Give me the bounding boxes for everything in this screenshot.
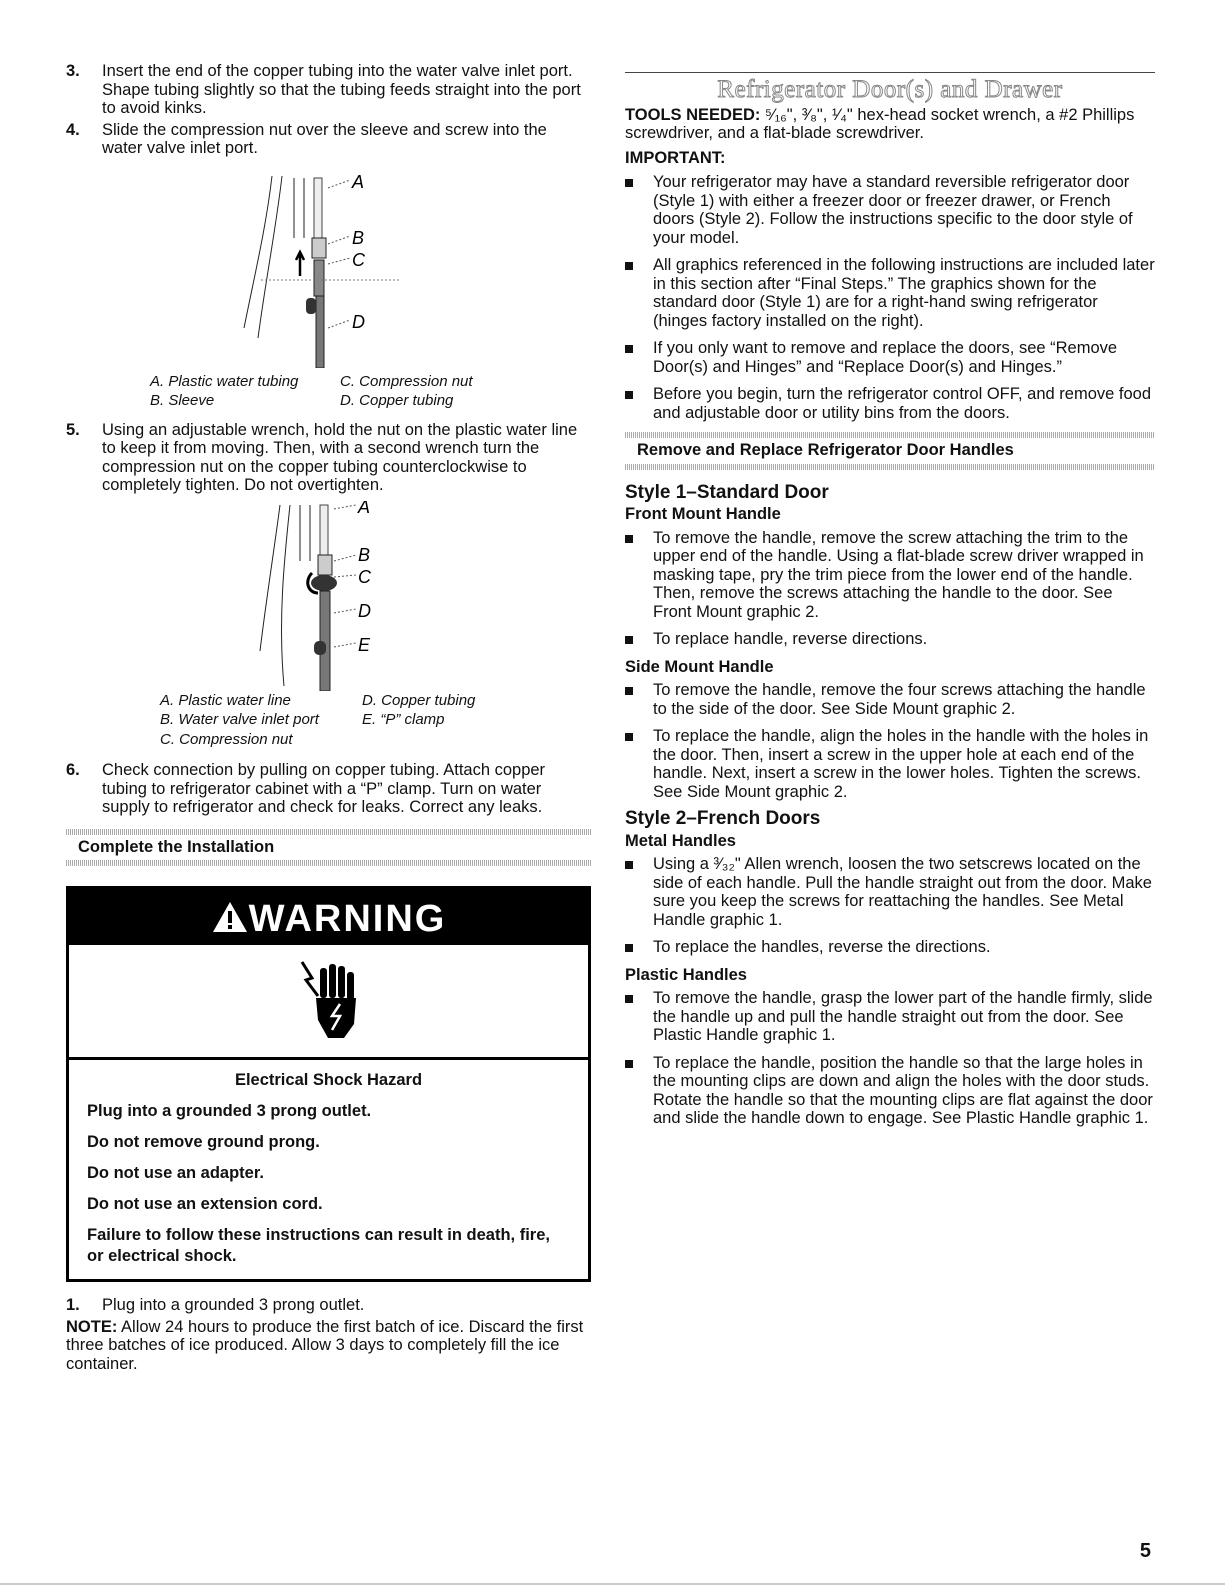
warning-icon-area [69,945,588,1060]
left-column [66,62,591,1373]
list-item [625,385,1155,422]
legend-item: D. Copper tubing [362,691,476,709]
list-item-text: To remove the handle, grasp the lower part of the handle firmly, slide the handle up and pull the handle straight out from the door. See Plastic Handle graphic 1. [653,989,1153,1044]
metal-handles-list [625,855,1155,957]
style-2-heading: Style 2–French Doors [625,808,821,829]
list-item-text: Using a ³⁄₃₂" Allen wrench, loosen the two setscrews located on the side of each handle. Pull the handle straight out from the door. Make sure you keep the screws for reattaching the handles. See Metal Handle graphic 1. [653,855,1152,929]
plastic-handles-list [625,989,1155,1128]
figure-1-legend [150,372,591,411]
warning-line: Do not use an adapter. [87,1164,264,1182]
bullet-icon [625,630,653,649]
callout-c: C [358,566,371,587]
list-item-text: To replace the handles, reverse the directions. [653,938,991,956]
list-item [625,339,1155,376]
list-item [625,173,1155,247]
warning-line: Do not remove ground prong. [87,1133,320,1151]
page-number: 5 [1139,1540,1151,1562]
tubing-illustration-1 [66,168,591,368]
step-6 [66,761,591,817]
warning-text [69,1060,588,1279]
list-item [625,1054,1155,1128]
bullet-icon [625,173,653,247]
warning-triangle-icon [211,900,249,934]
bullet-icon [625,681,653,718]
tools-needed [625,106,1155,143]
list-item [625,989,1155,1045]
figure-2-legend [160,691,591,750]
list-item-text: If you only want to remove and replace the doors, see “Remove Door(s) and Hinges” and “Replace Door(s) and Hinges.” [653,339,1118,376]
bullet-icon [625,529,653,622]
list-item-text: All graphics referenced in the following instructions are included later in this section after “Final Steps.” The graphics shown for the standard door (Style 1) are for a right-hand swing refrigerator (hinges factory installed on the right). [653,256,1155,330]
plastic-handles-heading: Plastic Handles [625,965,747,984]
bullet-icon [625,1054,653,1128]
step-text: Slide the compression nut over the sleeve and screw into the water valve inlet port. [102,120,547,157]
callout-b: B [352,227,365,248]
divider [66,860,591,866]
list-item [625,938,1155,957]
callout-b: B [358,544,371,565]
right-column [625,62,1155,1137]
side-mount-heading: Side Mount Handle [625,657,774,676]
step-number: 5. [66,420,80,439]
important-list [625,173,1155,422]
list-item [625,681,1155,718]
warning-box [66,886,591,1282]
bullet-icon [625,256,653,330]
list-item [625,727,1155,801]
list-item-text: Your refrigerator may have a standard reversible refrigerator door (Style 1) with either a freezer door or freezer drawer, or French doors (Style 2). Follow the instructions specific to the door style of your model. [653,173,1133,247]
hazard-name: Electrical Shock Hazard [234,1071,423,1089]
legend-item: D. Copper tubing [340,392,454,409]
tubing-illustration-2 [66,501,591,691]
section-subheading: Remove and Replace Refrigerator Door Handles [637,441,1014,459]
style-1-heading: Style 1–Standard Door [625,481,829,503]
step-4 [66,121,591,158]
legend-item: C. Compression nut [340,372,473,390]
step-text: Insert the end of the copper tubing into the water valve inlet port. Shape tubing slightly so that the tubing feeds straight into the port to avoid kinks. [102,62,581,117]
bullet-icon [625,989,653,1045]
callout-a: A [352,171,365,192]
bullet-icon [625,727,653,801]
top-rule [625,72,1155,73]
note-label: NOTE: [66,1317,118,1336]
tubing-figure-1 [66,168,591,368]
list-item [625,630,1155,649]
warning-banner [69,889,588,945]
list-item-text: To remove the handle, remove the four screws attaching the handle to the side of the door. See Side Mount graphic 2. [653,681,1146,718]
side-mount-list [625,681,1155,801]
legend-item: C. Compression nut [160,730,293,748]
callout-c: C [352,249,365,270]
front-mount-list [625,529,1155,649]
section-title: Refrigerator Door(s) and Drawer [717,76,1063,103]
callout-a: A [358,500,371,517]
list-item-text: To replace the handle, position the handle so that the large holes in the mounting clips are down and align the holes with the door studs. Rotate the handle so that the mounting clips are flat against the door and slide the handle down to engage. See Plastic Handle graphic 1. [653,1053,1153,1127]
door-handles-header [625,432,1155,470]
bullet-icon [625,938,653,957]
callout-d: D [358,600,371,621]
callout-d: D [352,311,365,332]
bullet-icon [625,855,653,929]
step-number: 6. [66,761,80,779]
legend-item: B. Water valve inlet port [160,711,319,728]
note-text: Allow 24 hours to produce the first batch of ice. Discard the first three batches of ice produced. Allow 3 days to completely fill the ice container. [66,1317,584,1373]
step-number: 1. [66,1296,80,1314]
list-item-text: To replace handle, reverse directions. [653,630,928,648]
divider [625,464,1155,470]
list-item [625,855,1155,929]
legend-item: A. Plastic water tubing [150,372,299,390]
step-1 [66,1296,591,1315]
step-5 [66,421,591,495]
note [66,1318,591,1374]
warning-title: WARNING [248,898,447,940]
list-item-text: To remove the handle, remove the screw attaching the trim to the upper end of the handle. Using a flat-blade screw driver wrapped in masking tape, pry the trim piece from the lower end of the handle. Then, remove the screws attaching the handle to the door. See Front Mount graphic 2. [653,528,1144,621]
front-mount-heading: Front Mount Handle [625,505,781,523]
legend-item: E. “P” clamp [362,711,445,728]
warning-line: Plug into a grounded 3 prong outlet. [87,1102,372,1120]
step-text: Using an adjustable wrench, hold the nut on the plastic water line to keep it from moving. Then, with a second wrench turn the compression nut on the copper tubing counterclockwise to completely tighten. Do not overtighten. [102,420,578,494]
list-item [625,256,1155,330]
step-text: Check connection by pulling on copper tubing. Attach copper tubing to refrigerator cabinet with a “P” clamp. Turn on water supply to refrigerator and check for leaks. Correct any leaks. [102,761,546,816]
warning-line: Do not use an extension cord. [87,1195,323,1213]
legend-item: B. Sleeve [150,392,215,409]
list-item [625,529,1155,622]
list-item-text: Before you begin, turn the refrigerator control OFF, and remove food and adjustable door or utility bins from the doors. [653,385,1152,422]
metal-handles-heading: Metal Handles [625,831,736,850]
step-3 [66,62,591,118]
legend-item [362,730,562,750]
bullet-icon [625,339,653,376]
tools-label: TOOLS NEEDED: [625,105,761,124]
important-label: IMPORTANT: [625,148,726,167]
warning-line: Failure to follow these instructions can result in death, fire, or electrical shock. [87,1226,550,1265]
bullet-icon [625,385,653,422]
step-number: 4. [66,120,80,139]
tubing-figure-2 [66,501,591,691]
step-text: Plug into a grounded 3 prong outlet. [102,1296,365,1314]
tools-text: ⁵⁄₁₆", ³⁄₈", ¹⁄₄" hex-head socket wrench, a #2 Phillips screwdriver, and a flat-blade screwdriver. [625,105,1135,142]
callout-e: E [358,634,371,655]
section-subheading: Complete the Installation [78,837,275,856]
legend-item: A. Plastic water line [160,691,291,709]
electric-shock-hand-icon [294,958,364,1044]
list-item-text: To replace the handle, align the holes in the handle with the holes in the door. Then, insert a screw in the upper hole at each end of the handle. Next, insert a screw in the lower holes. Tighten the screws. See Side Mount graphic 2. [653,727,1149,801]
step-number: 3. [66,62,80,80]
complete-installation-header [66,829,591,867]
